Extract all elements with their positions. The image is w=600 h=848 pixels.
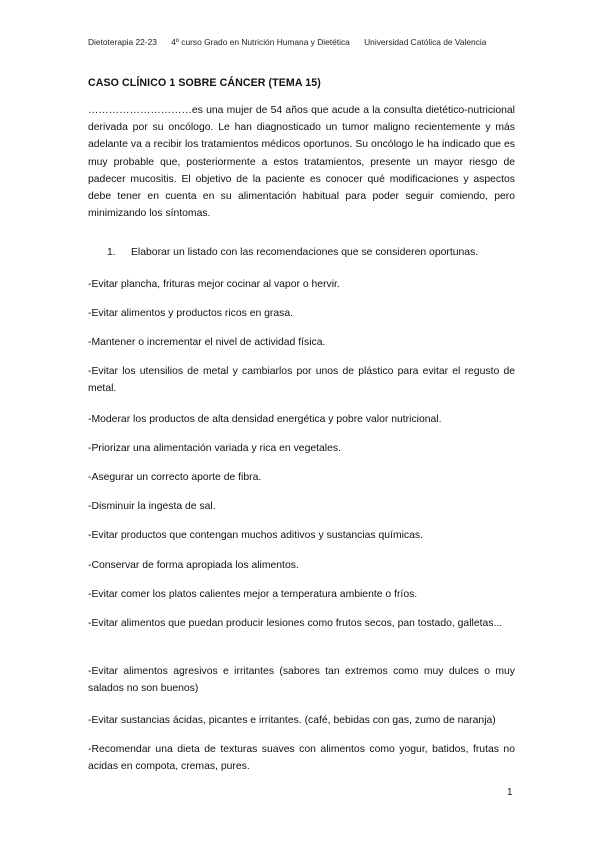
recommendation-item: -Evitar sustancias ácidas, picantes e irritantes. (café, bebidas con gas, zumo de naranja): [88, 715, 496, 726]
recommendation-item: -Disminuir la ingesta de sal.: [88, 501, 216, 512]
question-number: 1.: [107, 247, 116, 258]
page-number: 1: [507, 787, 513, 798]
recommendation-item: -Evitar alimentos y productos ricos en grasa.: [88, 308, 294, 319]
recommendation-item: -Evitar alimentos agresivos e irritantes (sabores tan extremos como muy dulces o muy salados no son buenos): [88, 666, 515, 695]
page-header: [88, 37, 528, 47]
recommendation-item: -Mantener o incrementar el nivel de actividad física.: [88, 337, 326, 348]
header-course: Dietoterapia 22-23: [88, 37, 157, 47]
question-item: [107, 247, 478, 258]
recommendation-item: -Priorizar una alimentación variada y rica en vegetales.: [88, 443, 341, 454]
document-title: CASO CLÍNICO 1 SOBRE CÁNCER (TEMA 15): [88, 77, 321, 89]
header-degree: 4º curso Grado en Nutrición Humana y Dietética: [171, 37, 350, 47]
case-intro-paragraph: …………………………es una mujer de 54 años que acude a la consulta dietético-nutricional derivada por su oncólogo. Le han diagnosticado un tumor maligno recientemente y más adelante va a recibir los tratamientos médicos oportunos. Su oncólogo le ha indicado que es muy probable que, posteriormente a estos tratamientos, presente un mayor riesgo de padecer mucositis. El objetivo de la paciente es conocer qué modificaciones y aspectos debe tener en cuenta en su alimentación habitual para poder seguir comiendo, pero minimizando los síntomas.: [88, 105, 515, 220]
recommendation-item: -Conservar de forma apropiada los alimentos.: [88, 560, 299, 571]
question-text: Elaborar un listado con las recomendaciones que se consideren oportunas.: [131, 247, 479, 258]
recommendation-item: -Evitar comer los platos calientes mejor a temperatura ambiente o fríos.: [88, 589, 418, 600]
header-university: Universidad Católica de Valencia: [364, 37, 487, 47]
recommendation-item: -Evitar productos que contengan muchos aditivos y sustancias químicas.: [88, 530, 423, 541]
recommendation-item: -Recomendar una dieta de texturas suaves con alimentos como yogur, batidos, frutas no acidas en compota, cremas, pures.: [88, 744, 515, 773]
recommendation-item: -Moderar los productos de alta densidad energética y pobre valor nutricional.: [88, 414, 442, 425]
recommendation-item: -Asegurar un correcto aporte de fibra.: [88, 472, 262, 483]
recommendation-item: -Evitar plancha, frituras mejor cocinar al vapor o hervir.: [88, 279, 340, 290]
recommendation-item: -Evitar alimentos que puedan producir lesiones como frutos secos, pan tostado, galletas...: [88, 618, 503, 629]
recommendation-item: -Evitar los utensilios de metal y cambiarlos por unos de plástico para evitar el regusto de metal.: [88, 366, 515, 395]
